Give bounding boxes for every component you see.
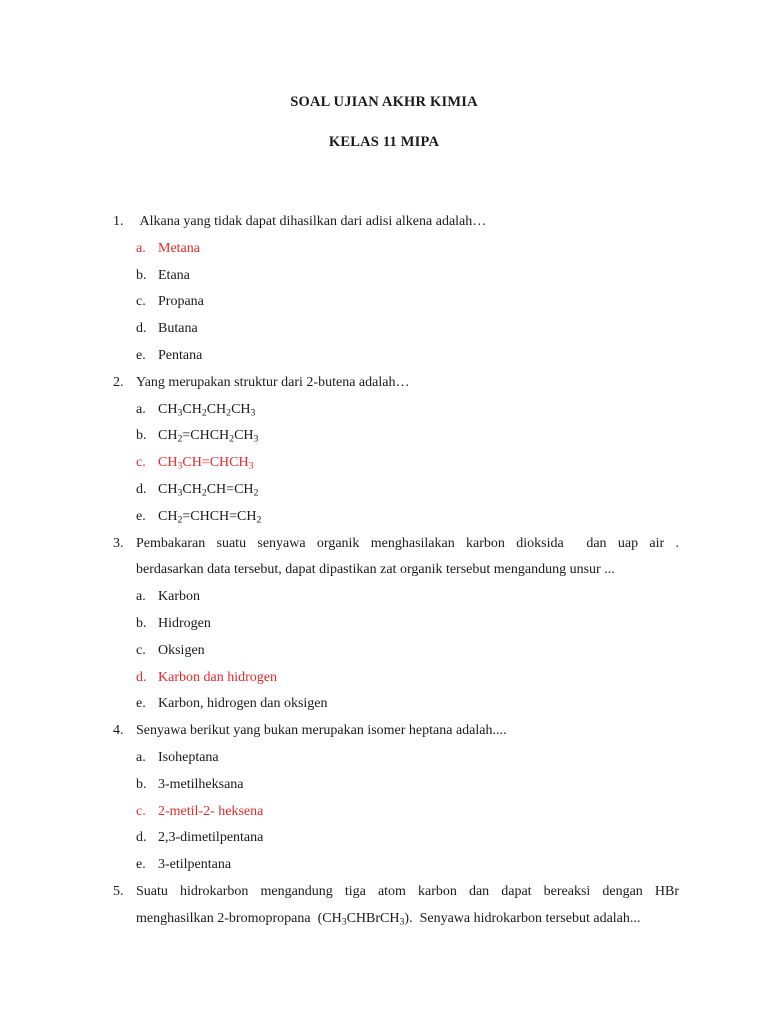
question-line (0, 557, 768, 584)
option-text: Pentana (158, 347, 203, 363)
option-item-answer (0, 665, 768, 692)
option-item (0, 289, 768, 316)
option-text: $CH_3CH=CHCH_3$ (158, 455, 254, 472)
question-text: Senyawa berikut yang bukan merupakan isomer heptana adalah.... (136, 723, 507, 739)
option-item (0, 477, 768, 504)
option-item (0, 825, 768, 852)
option-item (0, 316, 768, 343)
question-line (0, 906, 768, 933)
option-text: 3-etilpentana (158, 857, 232, 873)
option-item (0, 263, 768, 290)
option-item-answer (0, 236, 768, 263)
option-item (0, 852, 768, 879)
question-number: 3. (113, 535, 124, 551)
document-subtitle: KELAS 11 MIPA (328, 134, 440, 150)
question-number: 2. (113, 374, 124, 390)
question-number: 5. (113, 883, 124, 899)
option-text: $CH_2=CHCH=CH_2$ (158, 508, 262, 526)
option-text: Isoheptana (158, 749, 219, 765)
option-letter: e. (136, 696, 146, 712)
option-letter: c. (136, 294, 146, 310)
option-letter: d. (136, 669, 147, 685)
option-item (0, 584, 768, 611)
document-title: SOAL UJIAN AKHR KIMIA (290, 94, 478, 110)
option-letter: b. (136, 615, 147, 631)
option-letter: e. (136, 347, 146, 363)
option-letter: a. (136, 240, 146, 256)
option-letter: e. (136, 857, 146, 873)
option-letter: a. (136, 749, 146, 765)
option-letter: b. (136, 428, 147, 444)
option-letter: c. (136, 803, 146, 819)
question-text: menghasilkan 2-bromopropana $(CH_3CHBrCH_3)$. Senyawa hidrokarbon tersebut adalah... (136, 910, 641, 928)
option-item (0, 343, 768, 370)
option-item (0, 638, 768, 665)
question-number: 1. (113, 214, 124, 229)
option-letter: d. (136, 321, 147, 337)
option-text: $CH_3CH_2CH_2CH_3$ (158, 401, 256, 419)
option-text: 2,3-dimetilpentana (158, 830, 264, 846)
option-text: Oksigen (158, 642, 205, 658)
option-text: Propana (158, 294, 204, 310)
option-text: $CH_3CH_2CH=CH_2$ (158, 481, 259, 499)
option-letter: b. (136, 776, 147, 792)
question-number: 4. (113, 723, 124, 739)
question-line (0, 718, 768, 745)
option-item (0, 745, 768, 772)
question-line (0, 209, 768, 236)
option-letter: b. (136, 267, 147, 283)
option-text: Karbon (158, 589, 200, 605)
option-item (0, 397, 768, 424)
question-line (0, 879, 768, 906)
option-text: Butana (158, 321, 198, 337)
option-item (0, 691, 768, 718)
option-letter: a. (136, 589, 146, 605)
option-letter: d. (136, 830, 147, 846)
option-text: Karbon dan hidrogen (158, 669, 277, 685)
question-text: Suatu hidrokarbon mengandung tiga atom karbon dan dapat bereaksi dengan HBr (136, 883, 679, 899)
option-item (0, 611, 768, 638)
option-item-answer (0, 799, 768, 826)
option-text: Hidrogen (158, 615, 211, 631)
question-list (0, 209, 768, 933)
option-item (0, 772, 768, 799)
option-item-answer (0, 450, 768, 477)
question-text: berdasarkan data tersebut, dapat dipastikan zat organik tersebut mengandung unsur ... (136, 562, 615, 578)
question-line (0, 370, 768, 397)
option-letter: c. (136, 455, 146, 471)
option-item (0, 423, 768, 450)
option-text: Karbon, hidrogen dan oksigen (158, 696, 328, 712)
option-item (0, 504, 768, 531)
option-letter: e. (136, 508, 146, 524)
question-text: Yang merupakan struktur dari 2-butena adalah… (136, 374, 410, 390)
question-text: Alkana yang tidak dapat dihasilkan dari adisi alkena adalah… (136, 214, 487, 229)
option-text: Etana (158, 267, 190, 283)
option-text: 2-metil-2- heksena (158, 803, 264, 819)
option-text: Metana (158, 240, 200, 256)
question-line (0, 531, 768, 558)
option-letter: c. (136, 642, 146, 658)
option-text: 3-metilheksana (158, 776, 244, 792)
option-text: $CH_2=CHCH_2CH_3$ (158, 428, 259, 445)
option-letter: a. (136, 401, 146, 417)
question-text: Pembakaran suatu senyawa organik menghasilakan karbon dioksida dan uap air . (136, 535, 679, 551)
option-letter: d. (136, 481, 147, 497)
